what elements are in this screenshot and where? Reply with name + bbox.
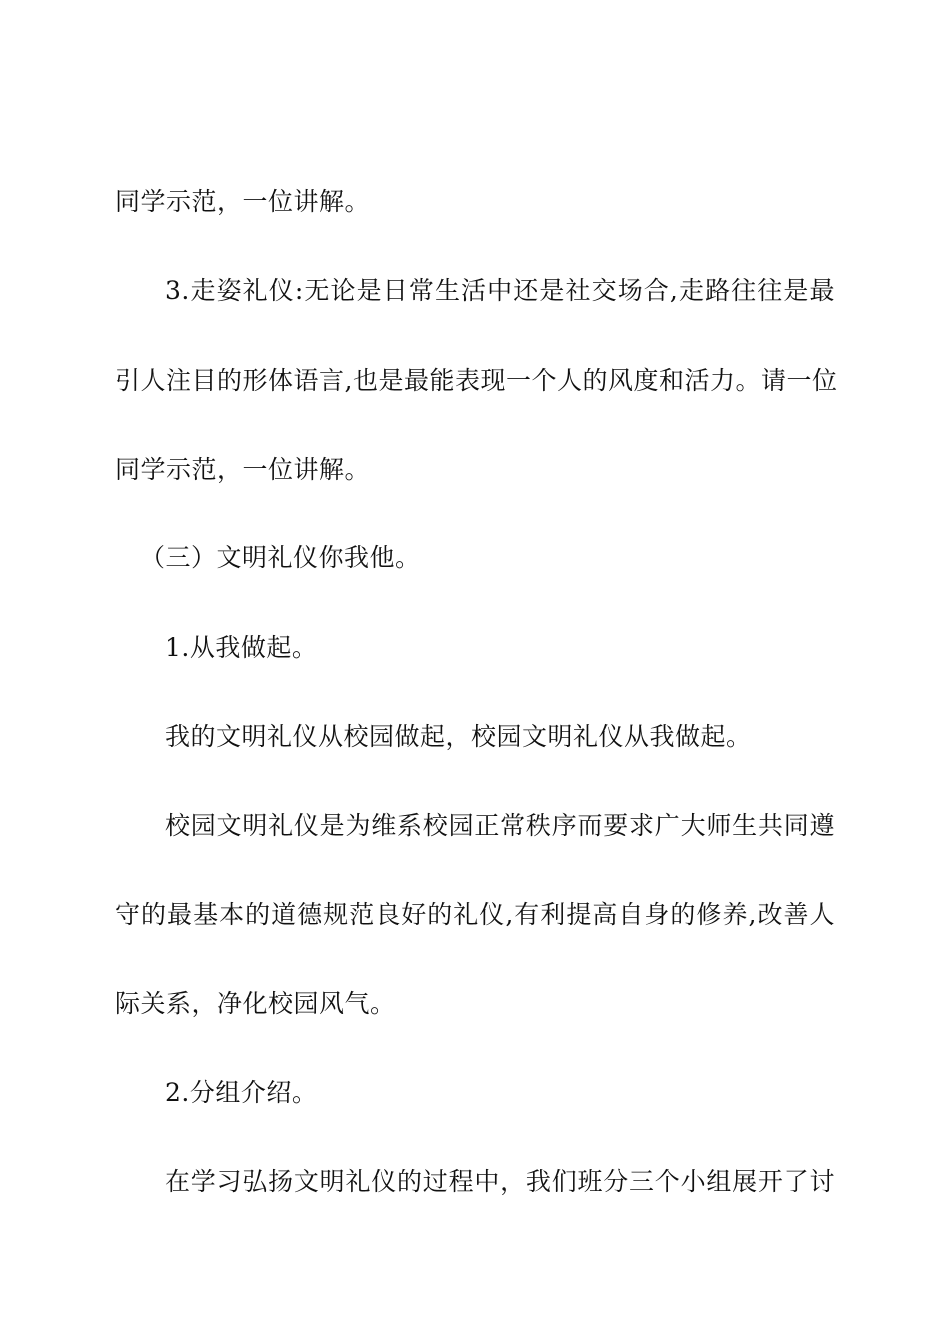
paragraph-campus-etiquette: 校园文明礼仪是为维系校园正常秩序而要求广大师生共同遵 [165,811,835,840]
text-line: 同学示范，一位讲解。 [115,187,371,216]
subheading-group-intro: 2.分组介绍。 [165,1078,318,1107]
text-line: 际关系，净化校园风气。 [115,989,396,1018]
text-line: 同学示范，一位讲解。 [115,455,371,484]
section-heading: （三）文明礼仪你我他。 [140,543,421,572]
paragraph-walking-etiquette: 3.走姿礼仪:无论是日常生活中还是社交场合,走路往往是最 [165,276,835,305]
subheading-start-with-me: 1.从我做起。 [165,633,318,662]
text-line: 守的最基本的道德规范良好的礼仪,有利提高自身的修养,改善人 [115,900,835,929]
text-line: 我的文明礼仪从校园做起，校园文明礼仪从我做起。 [165,722,752,751]
text-line: 引人注目的形体语言,也是最能表现一个人的风度和活力。请一位 [115,366,838,395]
paragraph-group-discussion: 在学习弘扬文明礼仪的过程中，我们班分三个小组展开了讨 [165,1167,835,1196]
